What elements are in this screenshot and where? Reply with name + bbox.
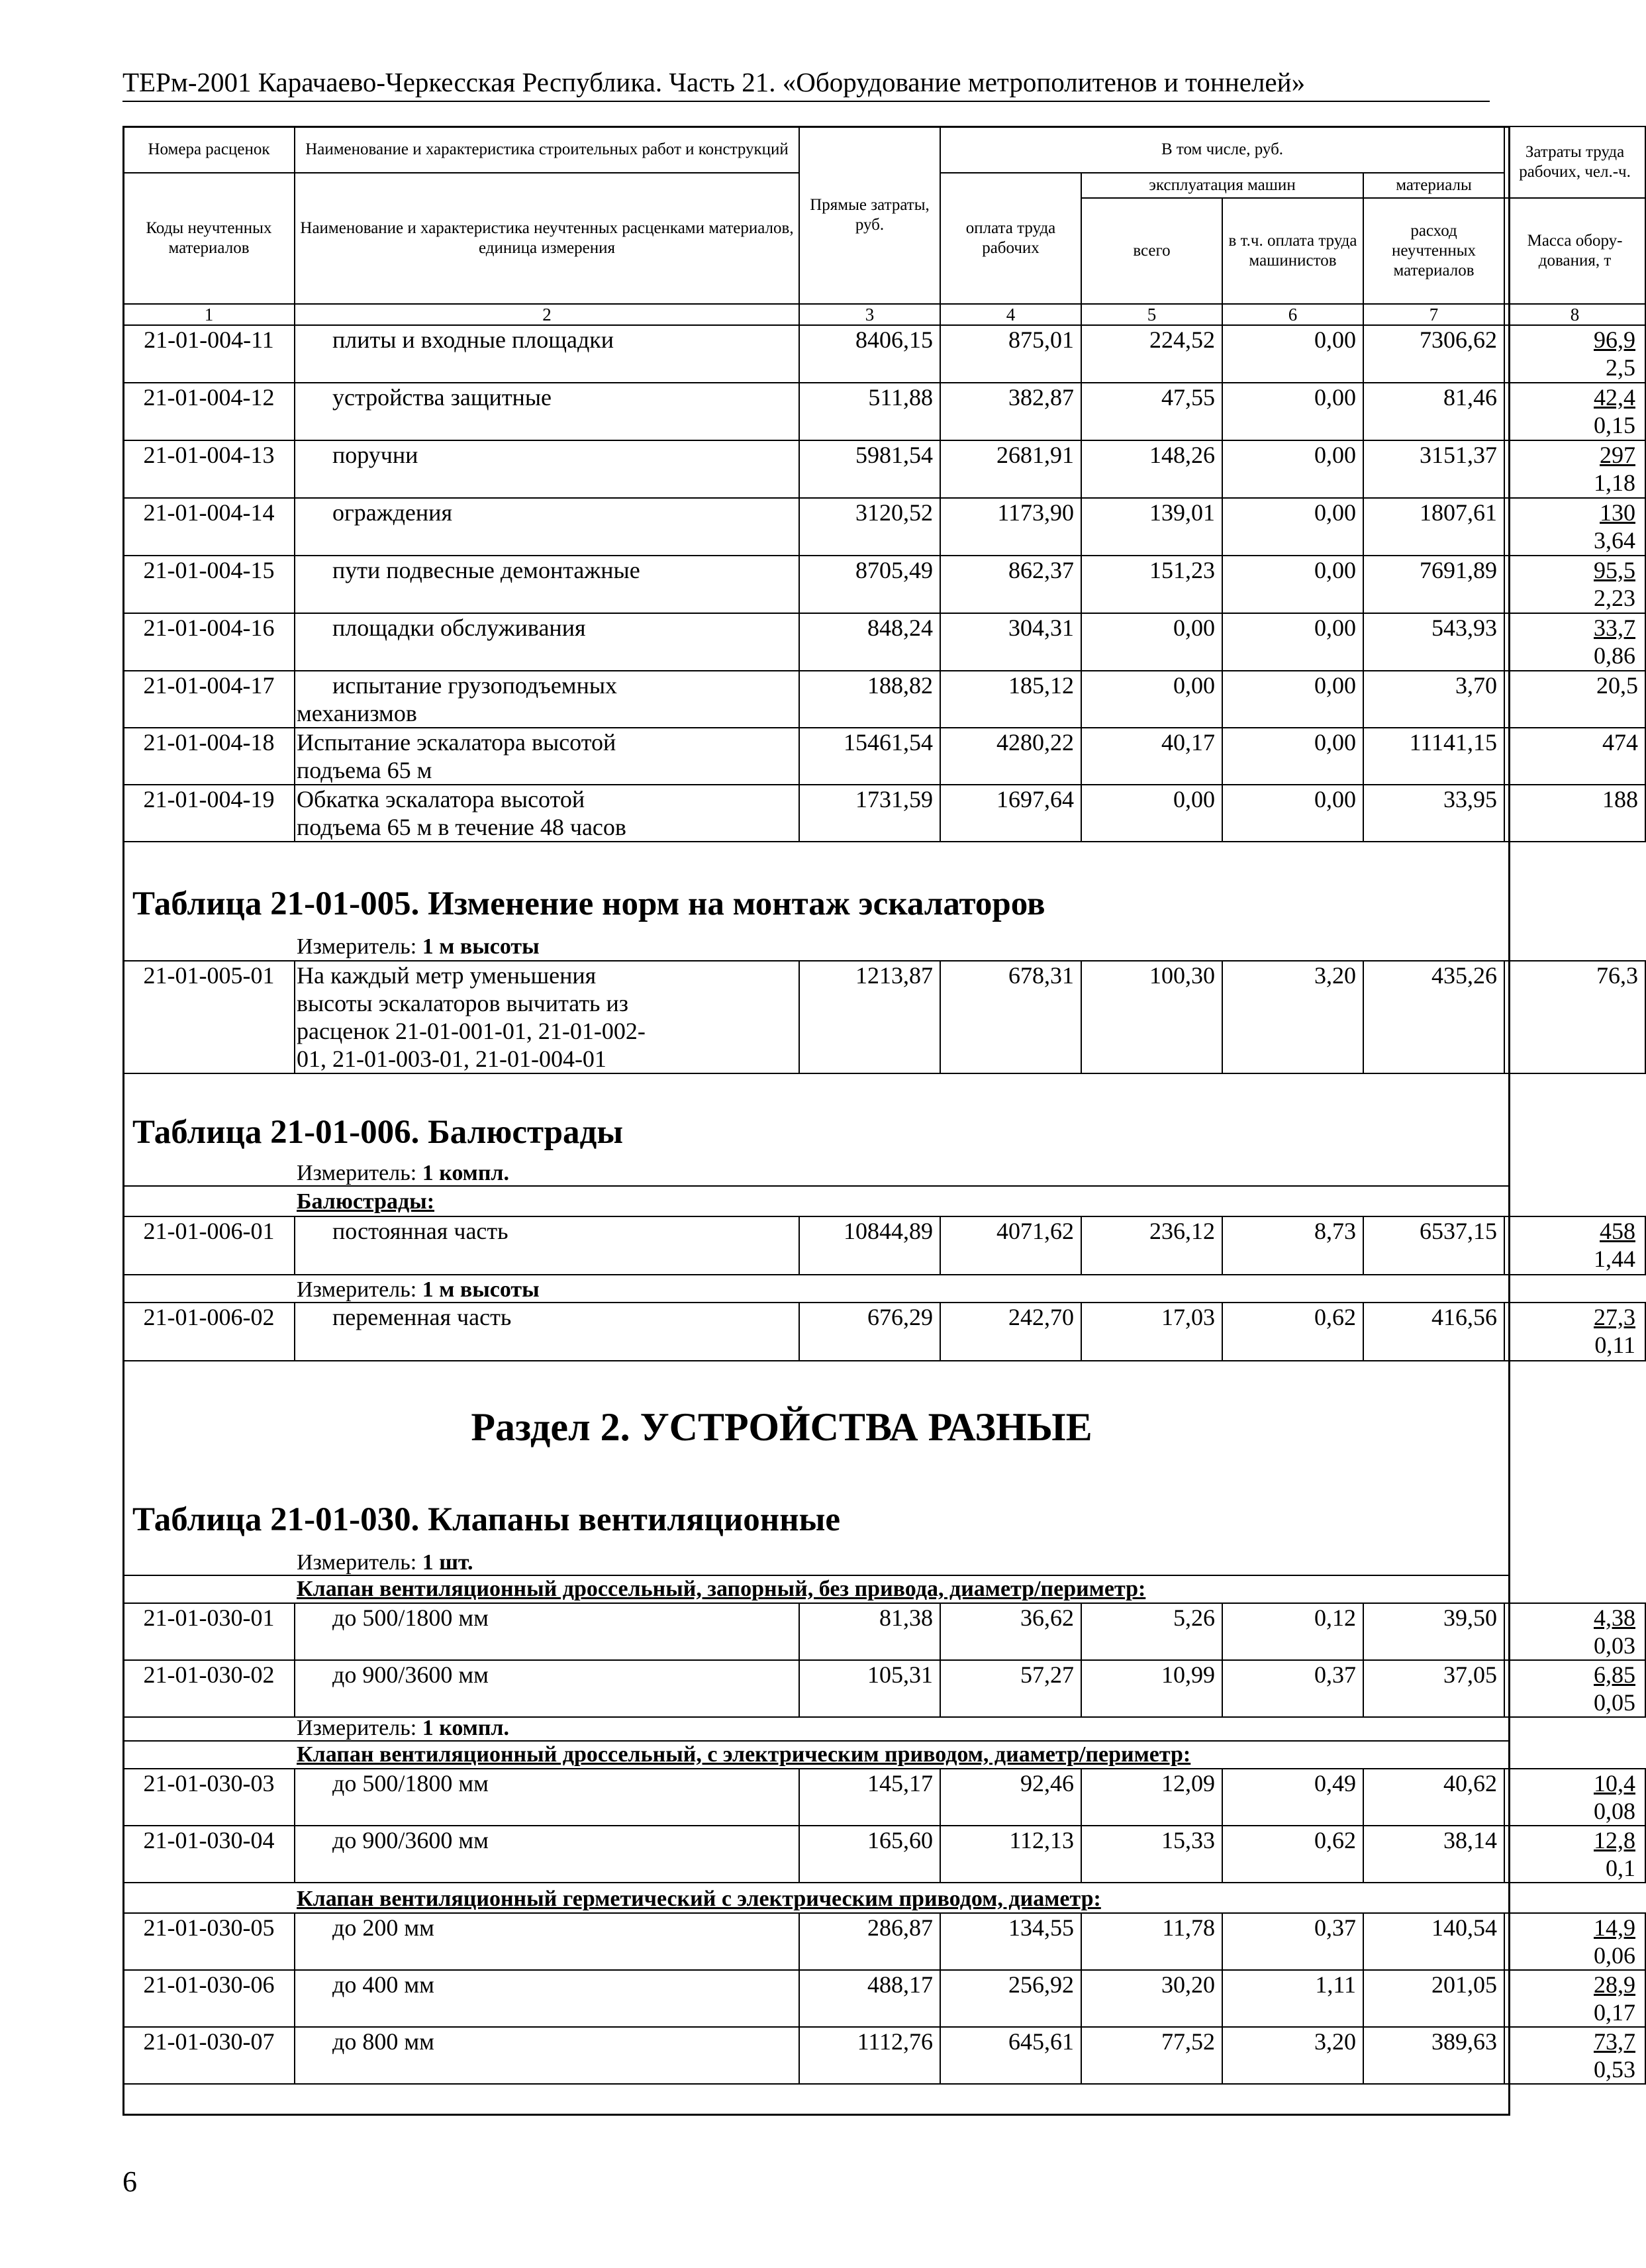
labor-hours-and-mass: 95,5 2,23 — [1504, 556, 1645, 613]
direct-costs: 1213,87 — [799, 961, 940, 1073]
work-name: площадки обслуживания — [295, 613, 799, 671]
direct-costs: 286,87 — [799, 1913, 940, 1970]
measure-006-2: Измеритель: 1 м высоты — [297, 1277, 540, 1302]
header-machinist-pay: в т.ч. оплата труда машинистов — [1222, 198, 1363, 304]
direct-costs: 8705,49 — [799, 556, 940, 613]
machinist-pay: 0,37 — [1222, 1913, 1363, 1970]
machinist-pay: 0,00 — [1222, 671, 1363, 728]
table-21-01-004 — [122, 324, 1646, 842]
labor-pay: 1697,64 — [940, 785, 1081, 842]
machinist-pay: 0,12 — [1222, 1603, 1363, 1660]
rate-code: 21-01-030-07 — [123, 2027, 295, 2084]
machinist-pay: 3,20 — [1222, 2027, 1363, 2084]
group-heading-balustrades: Балюстрады: — [297, 1189, 435, 1214]
table-row — [123, 785, 1645, 842]
materials: 11141,15 — [1363, 728, 1504, 785]
labor-pay: 242,70 — [940, 1303, 1081, 1361]
materials: 416,56 — [1363, 1303, 1504, 1361]
direct-costs: 8406,15 — [799, 325, 940, 383]
rate-code: 21-01-006-02 — [123, 1303, 295, 1361]
column-number: 7 — [1363, 304, 1504, 325]
machines-total: 139,01 — [1081, 498, 1222, 556]
work-name: Испытание эскалатора высотой подъема 65 м — [295, 728, 799, 785]
table-row — [123, 440, 1645, 498]
machinist-pay: 0,62 — [1222, 1826, 1363, 1883]
direct-costs: 15461,54 — [799, 728, 940, 785]
table-21-01-005 — [122, 960, 1646, 1074]
group-heading-030-1: Клапан вентиляционный дроссельный, запорный, без привода, диаметр/периметр: — [297, 1577, 1146, 1601]
table-row — [123, 383, 1645, 440]
machinist-pay: 0,00 — [1222, 383, 1363, 440]
direct-costs: 1731,59 — [799, 785, 940, 842]
table-row — [123, 498, 1645, 556]
work-name: ограждения — [295, 498, 799, 556]
labor-hours-and-mass: 4,38 0,03 — [1504, 1603, 1645, 1660]
page-number: 6 — [122, 2165, 137, 2198]
table-row — [123, 613, 1645, 671]
rate-code: 21-01-004-19 — [123, 785, 295, 842]
table-21-01-006-b — [122, 1302, 1646, 1361]
labor-pay: 382,87 — [940, 383, 1081, 440]
materials: 7691,89 — [1363, 556, 1504, 613]
table-row — [123, 1970, 1645, 2027]
direct-costs: 848,24 — [799, 613, 940, 671]
table-row — [123, 1216, 1645, 1275]
labor-pay: 36,62 — [940, 1603, 1081, 1660]
header-labor-pay: оплата труда рабочих — [940, 173, 1081, 304]
direct-costs: 10844,89 — [799, 1216, 940, 1275]
measure-030-2: Измеритель: 1 компл. — [297, 1716, 510, 1740]
labor-pay: 862,37 — [940, 556, 1081, 613]
direct-costs: 1112,76 — [799, 2027, 940, 2084]
machines-total: 5,26 — [1081, 1603, 1222, 1660]
machinist-pay: 0,00 — [1222, 728, 1363, 785]
machines-total: 17,03 — [1081, 1303, 1222, 1361]
rate-code: 21-01-004-14 — [123, 498, 295, 556]
header-materials: материалы — [1363, 173, 1504, 198]
machinist-pay: 0,00 — [1222, 613, 1363, 671]
table-21-01-030-c — [122, 1912, 1646, 2085]
machinist-pay: 0,00 — [1222, 556, 1363, 613]
materials: 1807,61 — [1363, 498, 1504, 556]
labor-pay: 134,55 — [940, 1913, 1081, 1970]
measure-006-1: Измеритель: 1 компл. — [297, 1161, 510, 1185]
rate-code: 21-01-004-17 — [123, 671, 295, 728]
header-name-top: Наименование и характеристика строительных работ и конструкций — [295, 126, 799, 173]
header-name-bottom: Наименование и характеристика неучтенных расценками материалов, единица измерения — [295, 173, 799, 304]
rate-code: 21-01-030-05 — [123, 1913, 295, 1970]
machinist-pay: 0,00 — [1222, 325, 1363, 383]
machines-total: 11,78 — [1081, 1913, 1222, 1970]
header-direct-costs: Прямые затраты, руб. — [799, 126, 940, 304]
rate-code: 21-01-030-02 — [123, 1660, 295, 1717]
work-name: до 500/1800 мм — [295, 1769, 799, 1826]
column-number: 8 — [1504, 304, 1645, 325]
labor-pay: 2681,91 — [940, 440, 1081, 498]
column-header-table — [122, 126, 1646, 326]
machinist-pay: 0,00 — [1222, 785, 1363, 842]
materials: 38,14 — [1363, 1826, 1504, 1883]
direct-costs: 188,82 — [799, 671, 940, 728]
labor-pay: 678,31 — [940, 961, 1081, 1073]
table-row — [123, 1660, 1645, 1717]
rate-code: 21-01-030-04 — [123, 1826, 295, 1883]
work-name: постоянная часть — [295, 1216, 799, 1275]
rate-code: 21-01-030-06 — [123, 1970, 295, 2027]
machines-total: 151,23 — [1081, 556, 1222, 613]
table-title-005: Таблица 21-01-005. Изменение норм на монтаж эскалаторов — [132, 885, 1045, 922]
measure-005: Измеритель: 1 м высоты — [297, 934, 540, 959]
table-row — [123, 556, 1645, 613]
machines-total: 0,00 — [1081, 785, 1222, 842]
table-21-01-030-a — [122, 1602, 1646, 1718]
materials: 543,93 — [1363, 613, 1504, 671]
labor-pay: 256,92 — [940, 1970, 1081, 2027]
table-row — [123, 1769, 1645, 1826]
materials: 389,63 — [1363, 2027, 1504, 2084]
direct-costs: 511,88 — [799, 383, 940, 440]
labor-hours-and-mass: 130 3,64 — [1504, 498, 1645, 556]
direct-costs: 145,17 — [799, 1769, 940, 1826]
machines-total: 40,17 — [1081, 728, 1222, 785]
labor-hours: 474 — [1504, 728, 1645, 785]
table-row — [123, 2027, 1645, 2084]
labor-hours-and-mass: 27,3 0,11 — [1504, 1303, 1645, 1361]
materials: 140,54 — [1363, 1913, 1504, 1970]
rate-code: 21-01-030-01 — [123, 1603, 295, 1660]
machinist-pay: 8,73 — [1222, 1216, 1363, 1275]
machines-total: 236,12 — [1081, 1216, 1222, 1275]
table-row — [123, 1603, 1645, 1660]
rate-code: 21-01-004-18 — [123, 728, 295, 785]
labor-hours: 20,5 — [1504, 671, 1645, 728]
header-equipment-mass: Масса обору-дования, т — [1504, 198, 1645, 304]
rate-code: 21-01-005-01 — [123, 961, 295, 1073]
machinist-pay: 0,00 — [1222, 498, 1363, 556]
measure-030-1: Измеритель: 1 шт. — [297, 1550, 473, 1575]
header-labor-costs: Затраты труда рабочих, чел.-ч. — [1504, 126, 1645, 198]
rate-code: 21-01-004-12 — [123, 383, 295, 440]
table-row — [123, 1303, 1645, 1361]
rate-code: 21-01-006-01 — [123, 1216, 295, 1275]
machines-total: 15,33 — [1081, 1826, 1222, 1883]
header-machines-total: всего — [1081, 198, 1222, 304]
work-name: до 200 мм — [295, 1913, 799, 1970]
machines-total: 0,00 — [1081, 671, 1222, 728]
machines-total: 12,09 — [1081, 1769, 1222, 1826]
table-row — [123, 1913, 1645, 1970]
direct-costs: 676,29 — [799, 1303, 940, 1361]
work-name: Обкатка эскалатора высотой подъема 65 м в течение 48 часов — [295, 785, 799, 842]
materials: 7306,62 — [1363, 325, 1504, 383]
page-header: ТЕРм-2001 Карачаево-Черкесская Республика. Часть 21. «Оборудование метрополитенов и тоннелей» — [122, 66, 1490, 102]
labor-hours: 76,3 — [1504, 961, 1645, 1073]
work-name: до 500/1800 мм — [295, 1603, 799, 1660]
work-name: поручни — [295, 440, 799, 498]
labor-hours-and-mass: 297 1,18 — [1504, 440, 1645, 498]
rate-code: 21-01-004-11 — [123, 325, 295, 383]
section-title: Раздел 2. УСТРОЙСТВА РАЗНЫЕ — [471, 1405, 1092, 1449]
machinist-pay: 3,20 — [1222, 961, 1363, 1073]
labor-pay: 92,46 — [940, 1769, 1081, 1826]
work-name: На каждый метр уменьшения высоты эскалаторов вычитать из расценок 21-01-001-01, 21-01-002- 01, 21-01-003-01, 21-01-004-01 — [295, 961, 799, 1073]
labor-pay: 304,31 — [940, 613, 1081, 671]
rate-code: 21-01-030-03 — [123, 1769, 295, 1826]
materials: 201,05 — [1363, 1970, 1504, 2027]
labor-pay: 4280,22 — [940, 728, 1081, 785]
materials: 33,95 — [1363, 785, 1504, 842]
machines-total: 100,30 — [1081, 961, 1222, 1073]
machinist-pay: 0,00 — [1222, 440, 1363, 498]
direct-costs: 165,60 — [799, 1826, 940, 1883]
labor-hours-and-mass: 458 1,44 — [1504, 1216, 1645, 1275]
table-row — [123, 671, 1645, 728]
materials: 37,05 — [1363, 1660, 1504, 1717]
machines-total: 47,55 — [1081, 383, 1222, 440]
rate-code: 21-01-004-15 — [123, 556, 295, 613]
direct-costs: 81,38 — [799, 1603, 940, 1660]
rate-code: 21-01-004-16 — [123, 613, 295, 671]
materials: 3,70 — [1363, 671, 1504, 728]
labor-pay: 112,13 — [940, 1826, 1081, 1883]
work-name: плиты и входные площадки — [295, 325, 799, 383]
materials: 6537,15 — [1363, 1216, 1504, 1275]
direct-costs: 488,17 — [799, 1970, 940, 2027]
labor-pay: 875,01 — [940, 325, 1081, 383]
table-row — [123, 961, 1645, 1073]
table-21-01-030-b — [122, 1768, 1646, 1883]
labor-hours-and-mass: 28,9 0,17 — [1504, 1970, 1645, 2027]
machines-total: 77,52 — [1081, 2027, 1222, 2084]
column-number: 5 — [1081, 304, 1222, 325]
materials: 40,62 — [1363, 1769, 1504, 1826]
work-name: переменная часть — [295, 1303, 799, 1361]
labor-pay: 4071,62 — [940, 1216, 1081, 1275]
materials: 39,50 — [1363, 1603, 1504, 1660]
labor-hours-and-mass: 42,4 0,15 — [1504, 383, 1645, 440]
machinist-pay: 0,62 — [1222, 1303, 1363, 1361]
work-name: до 400 мм — [295, 1970, 799, 2027]
direct-costs: 3120,52 — [799, 498, 940, 556]
work-name: пути подвесные демонтажные — [295, 556, 799, 613]
machinist-pay: 1,11 — [1222, 1970, 1363, 2027]
header-codes-top: Номера расценок — [123, 126, 295, 173]
labor-hours-and-mass: 73,7 0,53 — [1504, 2027, 1645, 2084]
column-number: 6 — [1222, 304, 1363, 325]
labor-hours-and-mass: 96,9 2,5 — [1504, 325, 1645, 383]
table-row — [123, 1826, 1645, 1883]
labor-pay: 645,61 — [940, 2027, 1081, 2084]
column-number: 4 — [940, 304, 1081, 325]
table-title-006: Таблица 21-01-006. Балюстрады — [132, 1114, 624, 1151]
work-name: до 900/3600 мм — [295, 1826, 799, 1883]
materials: 81,46 — [1363, 383, 1504, 440]
machines-total: 148,26 — [1081, 440, 1222, 498]
labor-hours-and-mass: 33,7 0,86 — [1504, 613, 1645, 671]
header-including: В том числе, руб. — [940, 126, 1504, 173]
direct-costs: 5981,54 — [799, 440, 940, 498]
work-name: устройства защитные — [295, 383, 799, 440]
machines-total: 0,00 — [1081, 613, 1222, 671]
labor-hours-and-mass: 10,4 0,08 — [1504, 1769, 1645, 1826]
header-codes-bottom: Коды неучтенных материалов — [123, 173, 295, 304]
labor-hours-and-mass: 6,85 0,05 — [1504, 1660, 1645, 1717]
labor-hours: 188 — [1504, 785, 1645, 842]
labor-hours-and-mass: 12,8 0,1 — [1504, 1826, 1645, 1883]
group-heading-030-2: Клапан вентиляционный дроссельный, с электрическим приводом, диаметр/периметр: — [297, 1742, 1191, 1767]
labor-pay: 57,27 — [940, 1660, 1081, 1717]
labor-hours-and-mass: 14,9 0,06 — [1504, 1913, 1645, 1970]
header-unaccounted-materials: расход неучтенных материалов — [1363, 198, 1504, 304]
machines-total: 30,20 — [1081, 1970, 1222, 2027]
work-name: испытание грузоподъемных механизмов — [295, 671, 799, 728]
direct-costs: 105,31 — [799, 1660, 940, 1717]
table-title-030: Таблица 21-01-030. Клапаны вентиляционные — [132, 1501, 841, 1538]
table-row — [123, 325, 1645, 383]
table-21-01-006-a — [122, 1216, 1646, 1275]
rate-code: 21-01-004-13 — [123, 440, 295, 498]
machinist-pay: 0,37 — [1222, 1660, 1363, 1717]
work-name: до 800 мм — [295, 2027, 799, 2084]
machines-total: 224,52 — [1081, 325, 1222, 383]
labor-pay: 1173,90 — [940, 498, 1081, 556]
materials: 3151,37 — [1363, 440, 1504, 498]
group-heading-030-3: Клапан вентиляционный герметический с электрическим приводом, диаметр: — [297, 1887, 1101, 1911]
column-number: 1 — [123, 304, 295, 325]
table-row — [123, 728, 1645, 785]
column-number: 3 — [799, 304, 940, 325]
column-number: 2 — [295, 304, 799, 325]
machines-total: 10,99 — [1081, 1660, 1222, 1717]
header-machines: эксплуатация машин — [1081, 173, 1363, 198]
machinist-pay: 0,49 — [1222, 1769, 1363, 1826]
work-name: до 900/3600 мм — [295, 1660, 799, 1717]
labor-pay: 185,12 — [940, 671, 1081, 728]
materials: 435,26 — [1363, 961, 1504, 1073]
